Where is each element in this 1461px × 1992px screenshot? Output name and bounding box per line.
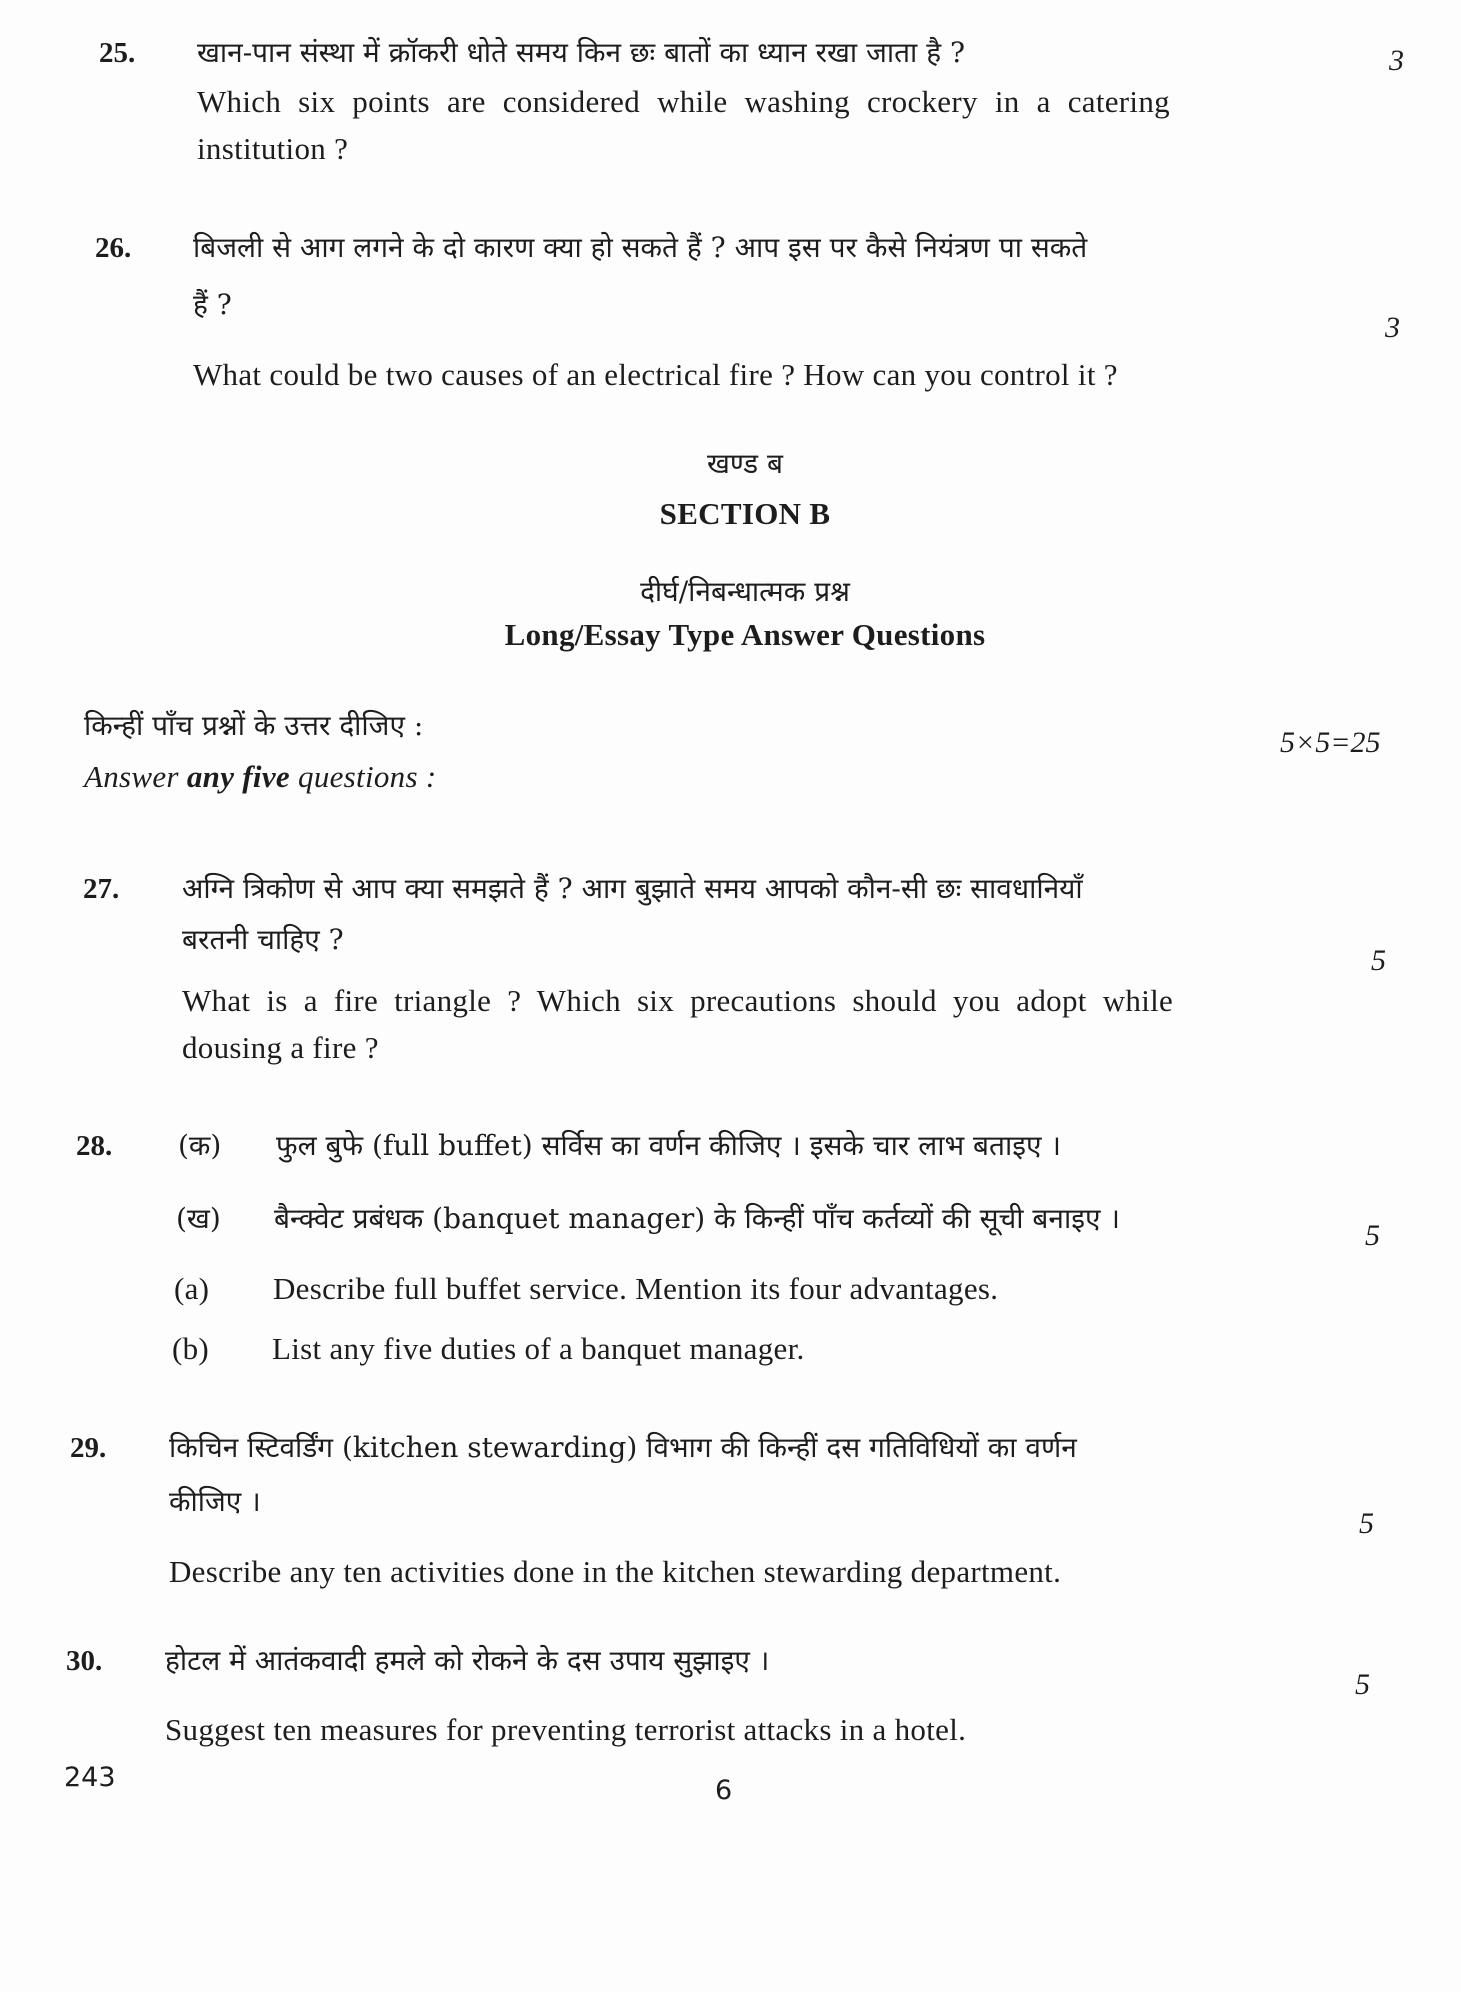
question-hindi: खान-पान संस्था में क्रॉकरी धोते समय किन छः बातों का ध्यान रखा जाता है ? <box>197 36 965 69</box>
question-hindi: कीजिए । <box>169 1485 261 1518</box>
part-text: Describe full buffet service. Mention its four advantages. <box>273 1271 999 1306</box>
part-label: (क) <box>178 1129 222 1162</box>
question-marks: 5 <box>1359 1507 1374 1540</box>
question-number: 29. <box>70 1432 107 1464</box>
question-english: Describe any ten activities done in the kitchen stewarding department. <box>169 1554 1062 1589</box>
question-marks: 5 <box>1365 1219 1380 1252</box>
question-marks: 5 <box>1371 944 1386 977</box>
question-marks: 3 <box>1385 311 1400 344</box>
question-hindi: होटल में आतंकवादी हमले को रोकने के दस उपाय सुझाइए । <box>165 1644 770 1677</box>
question-number: 27. <box>83 873 120 905</box>
question-marks: 3 <box>1389 44 1404 77</box>
part-label: (a) <box>174 1271 210 1306</box>
question-number: 26. <box>95 232 132 264</box>
question-hindi: अग्नि त्रिकोण से आप क्या समझते हैं ? आग बुझाते समय आपको कौन-सी छः सावधानियाँ <box>182 872 1083 905</box>
question-english: Suggest ten measures for preventing terrorist attacks in a hotel. <box>165 1712 967 1747</box>
question-number: 25. <box>99 37 136 69</box>
question-english: What is a fire triangle ? Which six precautions should you adopt while <box>182 983 1174 1018</box>
section-hindi-subtitle: दीर्घ/निबन्धात्मक प्रश्न <box>640 575 850 608</box>
section-hindi-title: खण्ड ब <box>706 447 784 480</box>
part-label: (b) <box>172 1331 210 1366</box>
instruction-hindi: किन्हीं पाँच प्रश्नों के उत्तर दीजिए : <box>84 709 424 742</box>
instruction-english <box>84 759 437 795</box>
question-english: dousing a fire ? <box>182 1030 379 1065</box>
section-title: SECTION B <box>659 496 831 531</box>
section-subtitle: Long/Essay Type Answer Questions <box>504 617 986 652</box>
question-number: 30. <box>66 1645 103 1677</box>
question-hindi: किचिन स्टिवर्डिंग (kitchen stewarding) विभाग की किन्हीं दस गतिविधियों का वर्णन <box>169 1431 1077 1464</box>
question-english: What could be two causes of an electrical fire ? How can you control it ? <box>193 357 1118 392</box>
question-english: institution ? <box>197 131 349 166</box>
question-hindi: बिजली से आग लगने के दो कारण क्या हो सकते हैं ? आप इस पर कैसे नियंत्रण पा सकते <box>193 231 1088 264</box>
instruction-post: questions : <box>289 759 437 794</box>
question-hindi: हैं ? <box>193 288 232 321</box>
page-number: 6 <box>715 1775 733 1806</box>
part-text: List any five duties of a banquet manager. <box>272 1331 805 1366</box>
part-text: बैन्क्वेट प्रबंधक (banquet manager) के किन्हीं पाँच कर्तव्यों की सूची बनाइए । <box>274 1202 1120 1235</box>
instruction-marks: 5×5=25 <box>1280 726 1381 759</box>
question-marks: 5 <box>1355 1668 1370 1701</box>
part-label: (ख) <box>176 1202 221 1235</box>
question-number: 28. <box>76 1130 113 1162</box>
question-english: Which six points are considered while washing crockery in a catering <box>197 84 1170 119</box>
paper-code: 243 <box>64 1762 116 1793</box>
instruction-pre: Answer <box>84 759 187 794</box>
part-text: फुल बुफे (full buffet) सर्विस का वर्णन कीजिए । इसके चार लाभ बताइए । <box>276 1129 1061 1162</box>
question-hindi: बरतनी चाहिए ? <box>182 923 344 956</box>
instruction-bold: any five <box>186 759 290 794</box>
